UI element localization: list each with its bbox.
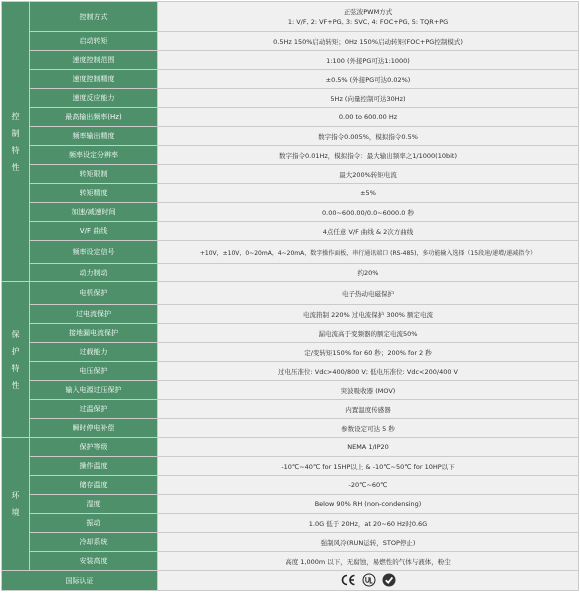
table-row [2, 476, 579, 495]
spec-label: 安装高度 [30, 552, 158, 571]
table-row [2, 381, 579, 400]
spec-value: 0.5Hz 150%启动转矩；0Hz 150%启动转矩(FOC+PG控制模式) [158, 32, 579, 51]
table-row [2, 203, 579, 222]
specs-table [1, 1, 579, 591]
spec-value: 4点任意 V/F 曲线 & 2次方曲线 [158, 222, 579, 241]
table-row [2, 2, 579, 32]
spec-value: Below 90% RH (non-condensing) [158, 495, 579, 514]
spec-value: 内置温度传感器 [158, 400, 579, 419]
certification-row [2, 571, 579, 591]
spec-value: 1:100 (外接PG可达1:1000) [158, 51, 579, 70]
spec-value: NEMA 1/IP20 [158, 438, 579, 457]
spec-label: 振动 [30, 514, 158, 533]
table-row [2, 533, 579, 552]
ce-mark-icon [340, 574, 356, 586]
table-row [2, 552, 579, 571]
table-row [2, 165, 579, 184]
table-row [2, 362, 579, 381]
table-row [2, 146, 579, 165]
table-row [2, 343, 579, 362]
category-label [2, 282, 30, 438]
spec-label: 湿度 [30, 495, 158, 514]
spec-label: 动力制动 [30, 264, 158, 282]
spec-value: 定/变转矩150% for 60 秒；200% for 2 秒 [158, 343, 579, 362]
spec-value: 强制风冷(RUN运转，STOP停止) [158, 533, 579, 552]
spec-value: 5Hz (向量控制可达30Hz) [158, 89, 579, 108]
spec-label: 频率设定分辨率 [30, 146, 158, 165]
spec-value: -10℃~40℃ for 15HP以上 & -10℃~50℃ for 10HP以下 [158, 457, 579, 476]
spec-value: 漏电流高于变频器的额定电流50% [158, 324, 579, 343]
category-text: 环境 [11, 491, 20, 517]
spec-label: 电压保护 [30, 362, 158, 381]
spec-value: 数字指令0.005%，模拟指令0.5% [158, 127, 579, 146]
table-row [2, 264, 579, 282]
spec-value: ±5% [158, 184, 579, 203]
spec-label: 加速/减速时间 [30, 203, 158, 222]
spec-value: 1.0G 低于 20Hz，at 20~60 Hz时0.6G [158, 514, 579, 533]
spec-value: 电流箝制 220% 过电流保护 300% 额定电流 [158, 305, 579, 324]
spec-label: 频率输出精度 [30, 127, 158, 146]
spec-value [158, 2, 579, 32]
spec-value: 电子热动电磁保护 [158, 282, 579, 305]
table-row [2, 514, 579, 533]
table-row [2, 51, 579, 70]
spec-label: 速度反应能力 [30, 89, 158, 108]
table-row [2, 400, 579, 419]
spec-label: 过电流保护 [30, 305, 158, 324]
spec-label: 转矩限制 [30, 165, 158, 184]
table-row [2, 324, 579, 343]
table-row [2, 89, 579, 108]
certification-marks [158, 571, 579, 591]
spec-value: +10V，±10V，0~20mA，4~20mA，数字操作面板，串行通讯端口 (RS-485)，多功能输入选择（15段速/递增/递减指令） [158, 241, 579, 264]
ul-mark-icon [362, 573, 376, 587]
spec-label: 冷却系统 [30, 533, 158, 552]
spec-label: 保护等级 [30, 438, 158, 457]
spec-label: 电机保护 [30, 282, 158, 305]
table-row [2, 419, 579, 438]
spec-value: 突波吸收器 (MOV) [158, 381, 579, 400]
spec-label: 频率设定信号 [30, 241, 158, 264]
category-text: 保护特性 [11, 329, 20, 390]
spec-value: 约20% [158, 264, 579, 282]
spec-label: 瞬时停电补偿 [30, 419, 158, 438]
spec-value: 高度 1,000m 以下，无腐蚀，易燃性的气体与液体，粉尘 [158, 552, 579, 571]
table-row [2, 305, 579, 324]
table-row [2, 241, 579, 264]
spec-label: 过载能力 [30, 343, 158, 362]
spec-value: 参数设定可达 5 秒 [158, 419, 579, 438]
spec-value-line: 正弦波PWM方式 [343, 7, 393, 16]
spec-label: 启动转矩 [30, 32, 158, 51]
spec-value-line: 1: V/F, 2: VF+PG, 3: SVC, 4: FOC+PG, 5: TQR+PG [287, 17, 449, 26]
table-row [2, 457, 579, 476]
table-row [2, 32, 579, 51]
table-row [2, 127, 579, 146]
table-row [2, 222, 579, 241]
category-text: 控制特性 [11, 111, 20, 172]
table-row [2, 282, 579, 305]
table-row [2, 184, 579, 203]
table-row [2, 108, 579, 127]
spec-label: 速度控制精度 [30, 70, 158, 89]
spec-value: -20℃~60℃ [158, 476, 579, 495]
spec-label: 最高输出频率(Hz) [30, 108, 158, 127]
spec-label: V/F 曲线 [30, 222, 158, 241]
table-row [2, 495, 579, 514]
spec-value: ±0.5% (外接PG可达0.02%) [158, 70, 579, 89]
table-row [2, 438, 579, 457]
spec-value: 最大200%转矩电流 [158, 165, 579, 184]
spec-value: 过电压准位: Vdc>400/800 V; 低电压准位: Vdc<200/400 V [158, 362, 579, 381]
spec-label: 操作温度 [30, 457, 158, 476]
spec-label: 控制方式 [30, 2, 158, 32]
spec-label: 储存温度 [30, 476, 158, 495]
table-row [2, 70, 579, 89]
category-label [2, 2, 30, 282]
spec-value: 数字指令0.01Hz，模拟指令：最大输出频率之1/1000(10bit) [158, 146, 579, 165]
specs-table-container [1, 1, 579, 592]
category-label [2, 438, 30, 571]
certification-icons [340, 573, 396, 587]
spec-label: 速度控制范围 [30, 51, 158, 70]
spec-value: 0.00 to 600.00 Hz [158, 108, 579, 127]
spec-label: 过温保护 [30, 400, 158, 419]
spec-label: 输入电源过压保护 [30, 381, 158, 400]
spec-label: 接地漏电流保护 [30, 324, 158, 343]
spec-value: 0.00~600.00/0.0~6000.0 秒 [158, 203, 579, 222]
certification-label: 国际认证 [2, 571, 158, 591]
checkmark-cert-icon [382, 573, 396, 587]
spec-label: 转矩精度 [30, 184, 158, 203]
